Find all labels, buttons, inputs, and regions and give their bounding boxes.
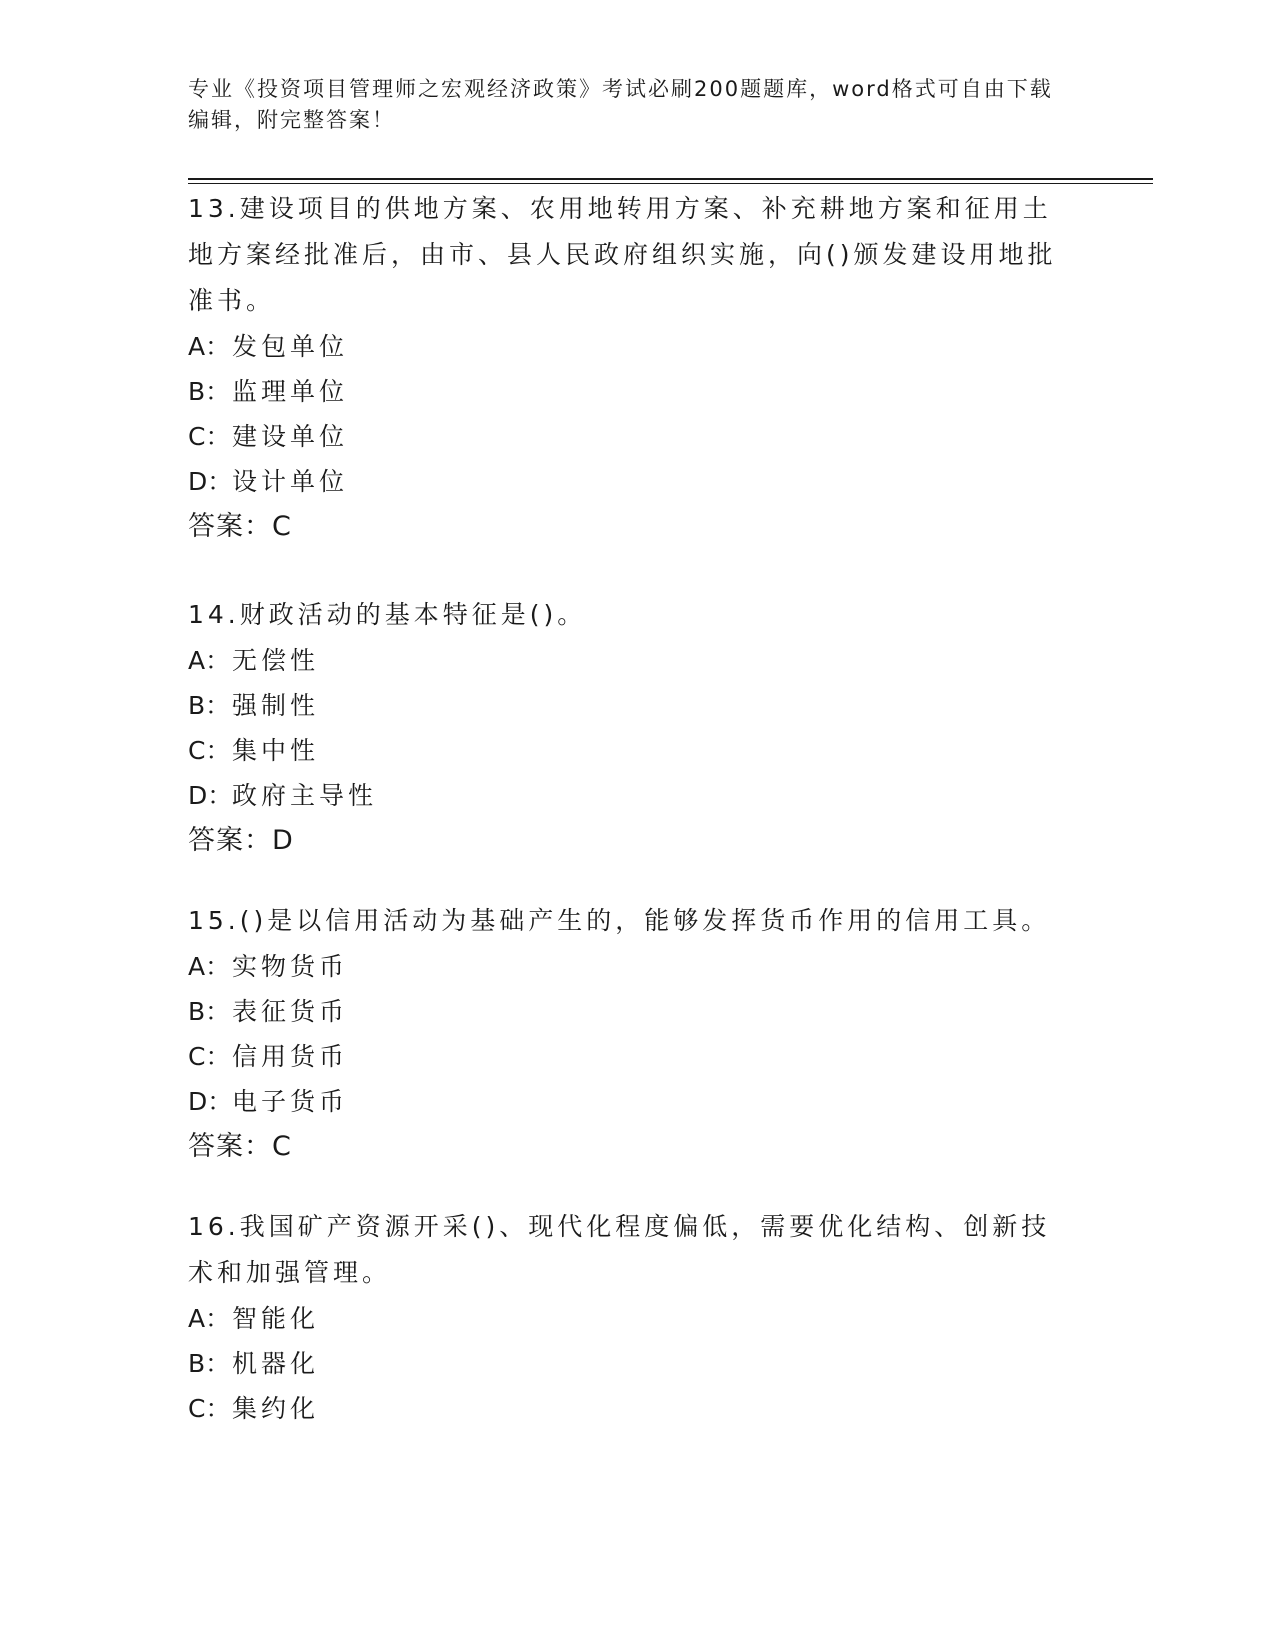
option-letter: B：: [188, 997, 231, 1026]
option-letter: C：: [188, 422, 231, 451]
option-b: [188, 369, 1078, 414]
option-c: [188, 728, 1078, 773]
option-letter: C：: [188, 736, 231, 765]
option-c: [188, 1386, 1078, 1431]
option-text: 建设单位: [232, 422, 349, 451]
option-letter: A：: [188, 332, 231, 361]
option-text: 发包单位: [232, 332, 349, 361]
question-stem: 16.我国矿产资源开采()、现代化程度偏低，需要优化结构、创新技术和加强管理。: [188, 1212, 1051, 1287]
option-text: 集约化: [232, 1394, 320, 1423]
option-letter: A：: [188, 952, 231, 981]
option-d: [188, 459, 1078, 504]
option-letter: B：: [188, 377, 231, 406]
option-text: 电子货币: [232, 1087, 349, 1116]
option-letter: A：: [188, 1304, 231, 1333]
option-text: 智能化: [232, 1304, 320, 1333]
option-a: [188, 324, 1078, 369]
option-letter: D：: [188, 467, 233, 496]
option-letter: B：: [188, 691, 231, 720]
question-stem: 15.()是以信用活动为基础产生的，能够发挥货币作用的信用工具。: [188, 906, 1051, 935]
header-rule-thick: [188, 178, 1153, 180]
option-text: 设计单位: [232, 467, 349, 496]
option-letter: C：: [188, 1394, 231, 1423]
option-text: 强制性: [232, 691, 320, 720]
question-14: [188, 592, 1078, 864]
question-stem: 13.建设项目的供地方案、农用地转用方案、补充耕地方案和征用土地方案经批准后，由市、县人民政府组织实施，向()颁发建设用地批准书。: [188, 194, 1057, 315]
question-13: [188, 186, 1078, 550]
question-16: [188, 1204, 1078, 1431]
header-rule-thin: [188, 183, 1153, 184]
answer-line: 答案：C: [188, 511, 292, 542]
option-text: 实物货币: [232, 952, 349, 981]
option-b: [188, 683, 1078, 728]
question-15: [188, 898, 1078, 1170]
option-text: 表征货币: [232, 997, 349, 1026]
option-text: 机器化: [232, 1349, 320, 1378]
option-text: 政府主导性: [232, 781, 378, 810]
option-letter: B：: [188, 1349, 231, 1378]
answer-line: 答案：D: [188, 825, 294, 856]
option-letter: C：: [188, 1042, 231, 1071]
option-letter: D：: [188, 781, 233, 810]
option-text: 无偿性: [232, 646, 320, 675]
option-letter: A：: [188, 646, 231, 675]
option-c: [188, 1034, 1078, 1079]
answer-line: 答案：C: [188, 1131, 292, 1162]
option-a: [188, 638, 1078, 683]
option-c: [188, 414, 1078, 459]
option-text: 集中性: [232, 736, 320, 765]
option-d: [188, 1079, 1078, 1124]
option-letter: D：: [188, 1087, 233, 1116]
document-header: 专业《投资项目管理师之宏观经济政策》考试必刷200题题库，word格式可自由下载编辑，附完整答案！: [188, 77, 1053, 132]
option-a: [188, 1296, 1078, 1341]
option-text: 信用货币: [232, 1042, 349, 1071]
option-b: [188, 1341, 1078, 1386]
question-stem: 14.财政活动的基本特征是()。: [188, 600, 587, 629]
option-a: [188, 944, 1078, 989]
option-text: 监理单位: [232, 377, 349, 406]
option-b: [188, 989, 1078, 1034]
option-d: [188, 773, 1078, 818]
